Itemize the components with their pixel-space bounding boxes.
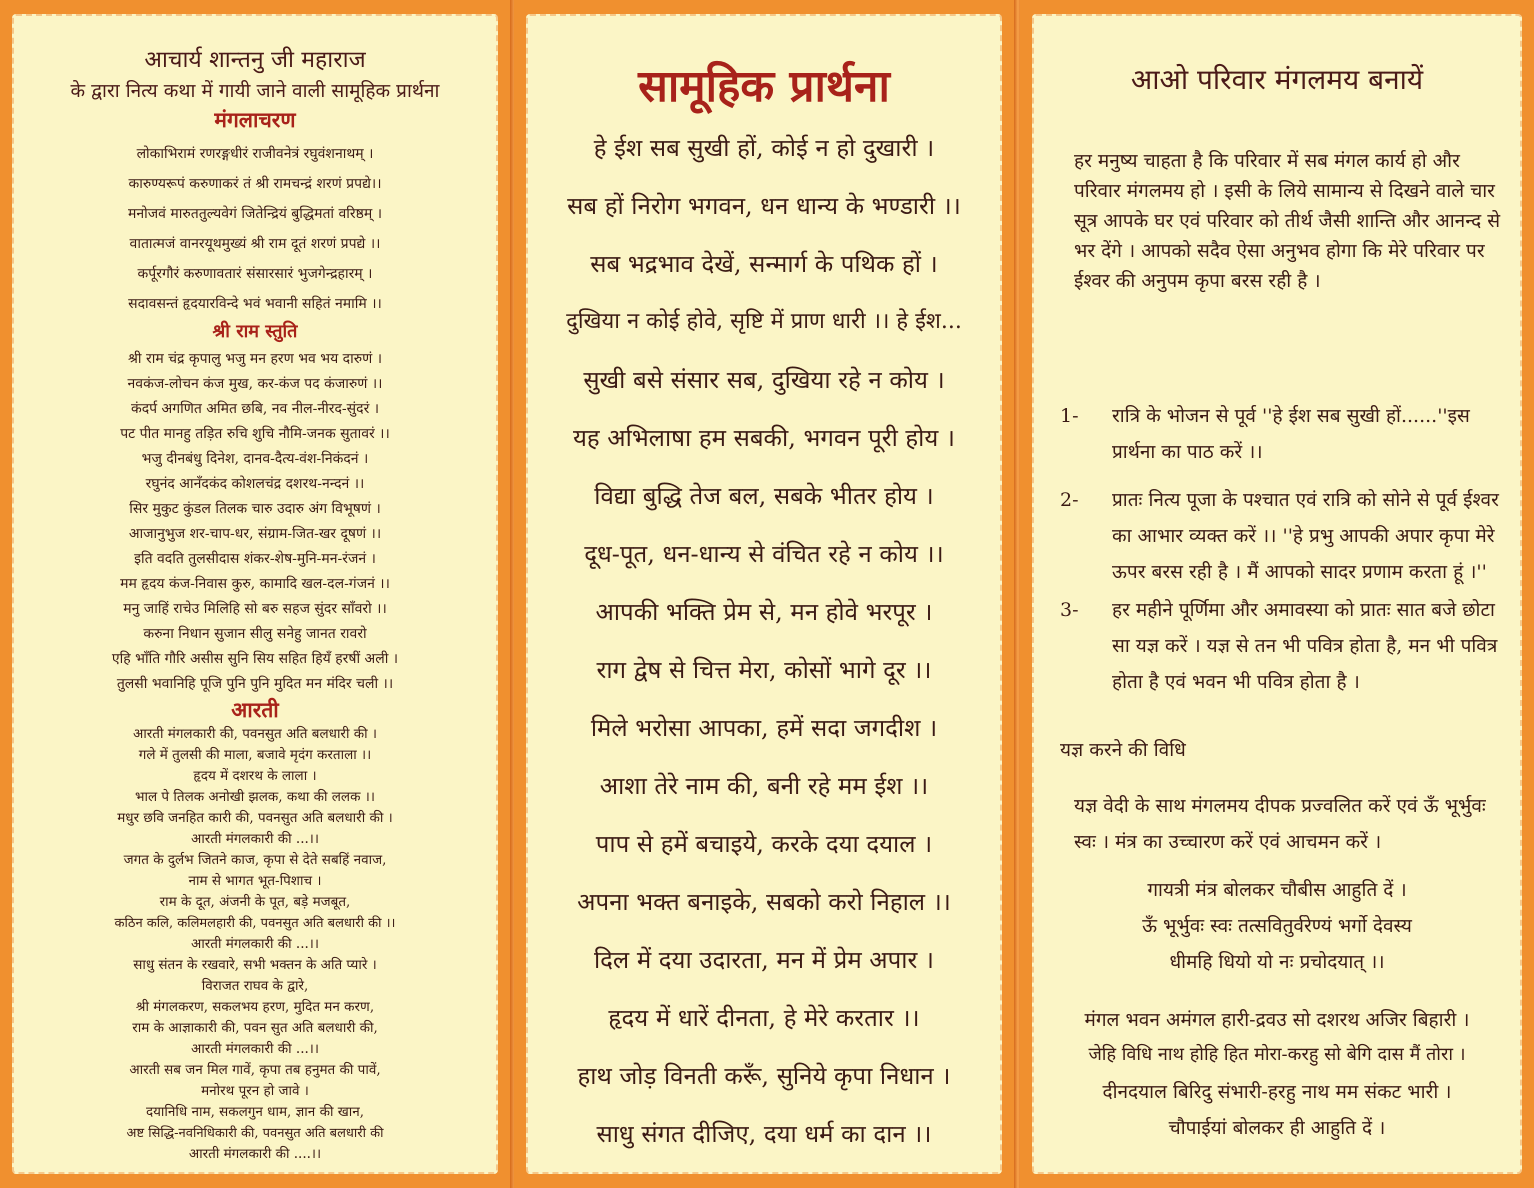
prayer-line: राग द्वेष से चित्त मेरा, कोसों भागे दूर ।। [596,656,932,684]
aarti-line: हृदय में दशरथ के लाला । [193,768,317,784]
left-panel [0,0,510,1188]
verse-line: कारुण्यरूपं करुणाकरं तं श्री रामचन्द्रं शरणं प्रपद्ये।। [128,176,382,192]
verse-line: नवकंज-लोचन कंज मुख, कर-कंज पद कंजारुणं ।। [127,376,383,392]
item-number: 3- [1060,599,1079,621]
verse-line: कंदर्प अगणित अमित छबि, नव नील-नीरद-सुंदरं । [130,401,380,417]
prayer-line: अपना भक्त बनाइके, सबको करो निहाल ।। [577,888,951,916]
verse-line: सदावसन्तं हृदयारविन्दे भवं भवानी सहितं नमामि ।। [128,296,382,312]
aarti-line: जगत के दुर्लभ जितने काज, कृपा से देते सबहिं नवाज, [123,852,387,868]
aarti-line: आरती मंगलकारी की ...।। [190,1041,320,1057]
aarti-line: दयानिधि नाम, सकलगुन धाम, ज्ञान की खान, [145,1104,365,1120]
aarti-line: मनोरथ पूरन हो जावे । [201,1083,309,1099]
prayer-line: दुखिया न कोई होवे, सृष्टि में प्राण धारी ।। हे ईश... [566,309,962,334]
item-text: प्रातः नित्य पूजा के पश्चात एवं रात्रि को सोने से पूर्व ईश्वर का आभार व्यक्त करें ।। ''हे प्रभु आपकी अपार कृपा मेरे ऊपर बरस रही है । मैं आपको सादर प्रणाम करता हूं ।'' [1112,489,1499,583]
verse-line: पट पीत मानहु तड़ित रुचि शुचि नौमि-जनक सुतावरं ।। [120,426,390,442]
middle-sheet [526,14,1002,1174]
aarti-line: आरती मंगलकारी की, पवनसुत अति बलधारी की । [132,726,378,742]
aarti-line: अष्ट सिद्धि-नवनिधिकारी की, पवनसुत अति बलधारी की [126,1126,384,1141]
right-panel [1020,0,1534,1188]
chaupai-line: दीनदयाल बिरिदु संभारी-हरहु नाथ मम संकट भारी । [1102,1081,1452,1103]
gayatri-line: ऊँ भूर्भुवः स्वः तत्सवितुर्वरेण्यं भर्गो देवस्य [1142,915,1412,937]
item-text: हर महीने पूर्णिमा और अमावस्या को प्रातः सात बजे छोटा सा यज्ञ करें । यज्ञ से तन भी पवित्र होता है, मन भी पवित्र होता है एवं भवन भी पवित्र होता है । [1112,599,1498,693]
prayer-line: दूध-पूत, धन-धान्य से वंचित रहे न कोय ।। [584,540,944,568]
aarti-line: आरती सब जन मिल गावें, कृपा तब हनुमत की पावें, [129,1062,381,1078]
prayer-line: विद्या बुद्धि तेज बल, सबके भीतर होय । [594,482,934,510]
item-text: रात्रि के भोजन से पूर्व ''हे ईश सब सुखी हों......''इस प्रार्थना का पाठ करें ।। [1112,405,1470,463]
chaupai-line: मंगल भवन अमंगल हारी-द्रवउ सो दशरथ अजिर बिहारी । [1084,1009,1470,1031]
verse-line: लोकाभिरामं रणरङ्गधीरं राजीवनेत्रं रघुवंशनाथम् । [136,146,374,162]
prayer-line: यह अभिलाषा हम सबकी, भगवन पूरी होय । [572,424,956,452]
gayatri-line: गायत्री मंत्र बोलकर चौबीस आहुति दें । [1147,879,1407,901]
left-title-line2: के द्वारा नित्य कथा में गायी जाने वाली सामूहिक प्रार्थना [70,80,440,102]
intro-paragraph: हर मनुष्य चाहता है कि परिवार में सब मंगल कार्य हो और परिवार मंगलमय हो । इसी के लिये सामान्य से दिखने वाले चार सूत्र आपके घर एवं परिवार को तीर्थ जैसी शान्ति और आनन्द से भर देंगे । आपको सदैव ऐसा अनुभव होगा कि मेरे परिवार पर ईश्वर की अनुपम कृपा बरस रही है । [1074,150,1501,292]
verse-line: मनोजवं मारुततुल्यवेगं जितेन्द्रियं बुद्धिमतां वरिष्ठम् । [127,206,383,222]
aarti-line: साधु संतन के रखवारे, सभी भक्तन के अति प्यारे । [133,957,377,973]
item-number: 1- [1060,405,1079,427]
verse-line: रघुनंद आनँदकंद कोशलचंद्र दशरथ-नन्दनं ।। [145,476,365,492]
aarti-line: राम के दूत, अंजनी के पूत, बड़े मजबूत, [159,894,351,910]
aarti-line: श्री मंगलकरण, सकलभय हरण, मुदित मन करण, [135,999,375,1015]
prayer-line: आशा तेरे नाम की, बनी रहे मम ईश ।। [599,772,929,800]
mangalacharan-heading: मंगलाचरण [214,107,296,132]
verse-line: कर्पूरगौरं करुणावतारं संसारसारं भुजगेन्द्रहारम् । [137,266,373,282]
verse-line: आजानुभुज शर-चाप-धर, संग्राम-जित-खर दूषणं ।। [128,526,382,542]
verse-line: इति वदति तुलसीदास शंकर-शेष-मुनि-मन-रंजनं । [134,551,376,567]
aarti-line: नाम से भागत भूत-पिशाच । [188,873,322,889]
prayer-line: हाथ जोड़ विनती करूँ, सुनिये कृपा निधान । [577,1062,951,1090]
list-item [1060,592,1506,700]
verse-line: भजु दीनबंधु दिनेश, दानव-दैत्य-वंश-निकंदनं । [141,451,369,467]
verse-line: सिर मुकुट कुंडल तिलक चारु उदारु अंग विभूषणं । [129,501,381,517]
prayer-line: साधु संगत दीजिए, दया धर्म का दान ।। [596,1120,932,1148]
prayer-line: सुखी बसे संसार सब, दुखिया रहे न कोय । [583,366,945,394]
chaupai-line: चौपाईयां बोलकर ही आहुति दें । [1168,1117,1386,1139]
verse-line: वातात्मजं वानरयूथमुख्यं श्री राम दूतं शरणं प्रपद्ये ।। [129,236,381,252]
prayer-line: दिल में दया उदारता, मन में प्रेम अपार । [593,946,935,974]
left-sheet [12,14,498,1174]
prayer-line: सब हों निरोग भगवन, धन धान्य के भण्डारी ।। [567,192,961,220]
aarti-heading: आरती [231,697,279,722]
prayer-line: पाप से हमें बचाइये, करके दया दयाल । [595,830,933,858]
aarti-line: आरती मंगलकारी की ...।। [190,936,320,952]
verse-line: एहि भाँति गौरि असीस सुनि सिय सहित हियँ हरषीं अली । [111,651,399,667]
prayer-line: हृदय में धारें दीनता, हे मेरे करतार ।। [608,1004,920,1032]
verse-line: मनु जाहिं राचेउ मिलिहि सो बरु सहज सुंदर साँवरो ।। [123,601,387,617]
gayatri-line: धीमहि धियो यो नः प्रचोदयात् ।। [1169,951,1385,973]
verse-line: तुलसी भवानिहि पूजि पुनि पुनि मुदित मन मंदिर चली ।। [116,676,394,692]
verse-line: करुना निधान सुजान सीलु सनेहु जानत रावरो [143,626,367,642]
aarti-line: आरती मंगलकारी की ...।। [190,831,320,847]
aarti-line: विराजत राघव के द्वारे, [201,978,309,994]
ram-stuti-heading: श्री राम स्तुति [212,321,298,342]
list-item [1060,482,1506,590]
aarti-line: मधुर छवि जनहित कारी की, पवनसुत अति बलधारी की । [117,810,393,826]
prayer-line: आपकी भक्ति प्रेम से, मन होवे भरपूर । [595,598,933,626]
verse-line: श्री राम चंद्र कृपालु भजु मन हरण भव भय दारुणं । [127,351,382,367]
aarti-line: राम के आज्ञाकारी की, पवन सुत अति बलधारी की, [132,1020,378,1036]
chaupai-line: जेहि विधि नाथ होहि हित मोरा-करहु सो बेगि दास मैं तोरा । [1088,1044,1466,1065]
prayer-title: सामूहिक प्रार्थना [638,61,890,112]
left-title-line1: आचार्य शान्तनु जी महाराज [144,47,366,73]
prayer-line: सब भद्रभाव देखें, सन्मार्ग के पथिक हों । [590,250,938,278]
right-sheet [1032,14,1522,1174]
aarti-line: आरती मंगलकारी की ....।। [188,1146,322,1162]
aarti-line: गले में तुलसी की माला, बजावे मृदंग करताला ।। [138,747,372,763]
list-item [1060,398,1506,470]
aarti-line: कठिन कलि, कलिमलहारी की, पवनसुत अति बलधारी की ।। [114,916,396,931]
verse-line: मम हृदय कंज-निवास कुरु, कामादि खल-दल-गंजनं ।। [120,576,390,592]
aarti-line: भाल पे तिलक अनोखी झलक, कथा की ललक ।। [135,789,375,805]
family-title: आओ परिवार मंगलमय बनायें [1130,63,1424,96]
middle-panel [514,0,1014,1188]
yagya-heading: यज्ञ करने की विधि [1060,739,1186,761]
prayer-line: हे ईश सब सुखी हों, कोई न हो दुखारी । [593,134,935,162]
yagya-paragraph: यज्ञ वेदी के साथ मंगलमय दीपक प्रज्वलित करें एवं ऊँ भूर्भुवः स्वः । मंत्र का उच्चारण करें एवं आचमन करें । [1074,795,1486,853]
prayer-line: मिले भरोसा आपका, हमें सदा जगदीश । [590,714,938,742]
item-number: 2- [1060,489,1079,511]
